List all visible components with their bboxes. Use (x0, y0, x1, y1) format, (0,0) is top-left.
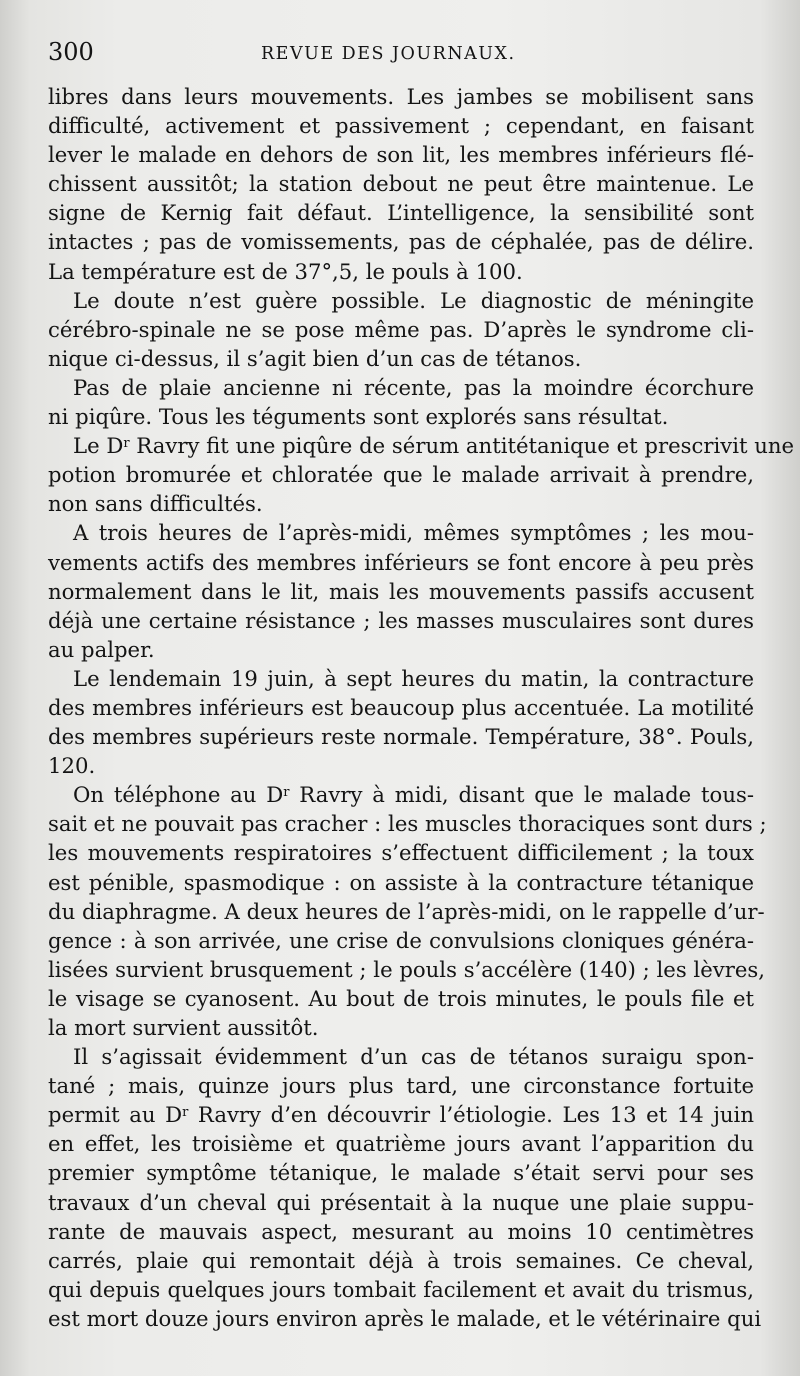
text-line: intactes ; pas de vomissements, pas de céphalée, pas de délire. (48, 229, 754, 255)
text-line: lisées survient brusquement ; le pouls s’accélère (140) ; les lèvres, (48, 956, 765, 982)
text-fragment: nique ci-dessus, il s’agit bien d’un cas de (48, 345, 496, 371)
text-line: gence : à son arrivée, une crise de convulsions cloniques généra- (48, 927, 754, 953)
text-line: est pénible, spasmodique : on assiste à la contracture tétanique (48, 869, 754, 895)
text-line: vements actifs des membres inférieurs se font encore à peu près (48, 549, 754, 575)
text-line: potion bromurée et chloratée que le malade arrivait à prendre, (48, 462, 754, 488)
text-line: cérébro-spinale ne se pose même pas. D’après le syndrome cli- (48, 316, 754, 342)
italic-term: tétanos (495, 345, 575, 371)
page-header (48, 38, 768, 68)
text-line: des membres supérieurs reste normale. Température, 38°. Pouls, (48, 724, 754, 750)
text-line: libres dans leurs mouvements. Les jambes se mobilisent sans (48, 84, 754, 109)
text-fragment: Ravry d’en découvrir l’étiologie. Les 13 et 14 juin (188, 1102, 754, 1128)
text-line (48, 198, 754, 227)
text-fragment: . (574, 345, 582, 371)
text-line: la mort survient aussitôt. (48, 1015, 319, 1040)
text-line: du diaphragme. A deux heures de l’après-midi, on le rappelle d’ur- (48, 898, 765, 924)
text-fragment: et prescrivit une (609, 433, 795, 459)
text-line (48, 780, 754, 809)
text-line: A trois heures de l’après-midi, mêmes symptômes ; les mou- (73, 520, 754, 546)
text-line: le visage se cyanosent. Au bout de trois minutes, le pouls file et (48, 985, 754, 1011)
page-number: 300 (48, 38, 94, 66)
text-line: au palper. (48, 636, 155, 662)
text-line: est mort douze jours environ après le malade, et le vétérinaire qui (48, 1305, 762, 1331)
text-line: ni piqûre. Tous les téguments sont explorés sans résultat. (48, 404, 669, 430)
italic-term: signe de Kernig (48, 200, 233, 226)
text-line: en effet, les troisième et quatrième jours avant l’apparition du (48, 1131, 754, 1157)
text-line: les mouvements respiratoires s’effectuent difficilement ; la toux (48, 840, 754, 866)
superscript: r (182, 1105, 189, 1121)
text-line: La température est de 37°,5, le pouls à 100. (48, 258, 523, 284)
text-fragment: On téléphone au D (73, 782, 284, 808)
superscript: r (283, 785, 290, 801)
text-line: déjà une certaine résistance ; les masses musculaires sont dures (48, 607, 754, 633)
text-line: sait et ne pouvait pas cracher : les muscles thoraciques sont durs ; (48, 811, 767, 837)
text-fragment: Ravry fit une piqûre de (129, 433, 392, 459)
text-line: des membres inférieurs est beaucoup plus accentuée. La motilité (48, 694, 754, 720)
text-line: Pas de plaie ancienne ni récente, pas la moindre écorchure (73, 374, 754, 400)
text-line: difficulté, activement et passivement ; cependant, en faisant (48, 113, 754, 139)
text-fragment: Le D (73, 433, 124, 459)
text-line: chissent aussitôt; la station debout ne peut être maintenue. Le (48, 171, 754, 197)
superscript: r (123, 436, 130, 452)
text-line: non sans difficultés. (48, 491, 263, 517)
text-line: travaux d’un cheval qui présentait à la nuque une plaie suppu- (48, 1189, 754, 1215)
text-line: Le doute n’est guère possible. Le diagnostic de méningite (73, 287, 754, 313)
text-line (48, 344, 754, 373)
text-line (48, 431, 795, 460)
text-line (48, 1100, 754, 1129)
text-line: 120. (48, 753, 96, 779)
text-line: tané ; mais, quinze jours plus tard, une circonstance fortuite (48, 1073, 754, 1099)
body-text (48, 82, 795, 1333)
text-line: premier symptôme tétanique, le malade s’était servi pour ses (48, 1160, 754, 1186)
text-line: lever le malade en dehors de son lit, les membres inférieurs flé- (48, 142, 754, 168)
text-fragment: Ravry à midi, disant que le malade tous- (289, 782, 754, 808)
text-line: Le lendemain 19 juin, à sept heures du matin, la contracture (73, 665, 754, 691)
text-line: normalement dans le lit, mais les mouvements passifs accusent (48, 578, 754, 604)
italic-term: sérum antitétanique (391, 433, 610, 459)
text-line: rante de mauvais aspect, mesurant au moins 10 centimètres (48, 1218, 754, 1244)
running-title: REVUE DES JOURNAUX. (261, 44, 516, 64)
text-line: qui depuis quelques jours tombait facilement et avait du trismus, (48, 1276, 754, 1302)
text-fragment: permit au D (48, 1102, 183, 1128)
text-line: carrés, plaie qui remontait déjà à trois semaines. Ce cheval, (48, 1247, 754, 1273)
text-fragment: fait défaut. L’intelligence, la sensibilité sont (232, 200, 754, 226)
text-line: Il s’agissait évidemment d’un cas de tétanos suraigu spon- (73, 1044, 754, 1070)
